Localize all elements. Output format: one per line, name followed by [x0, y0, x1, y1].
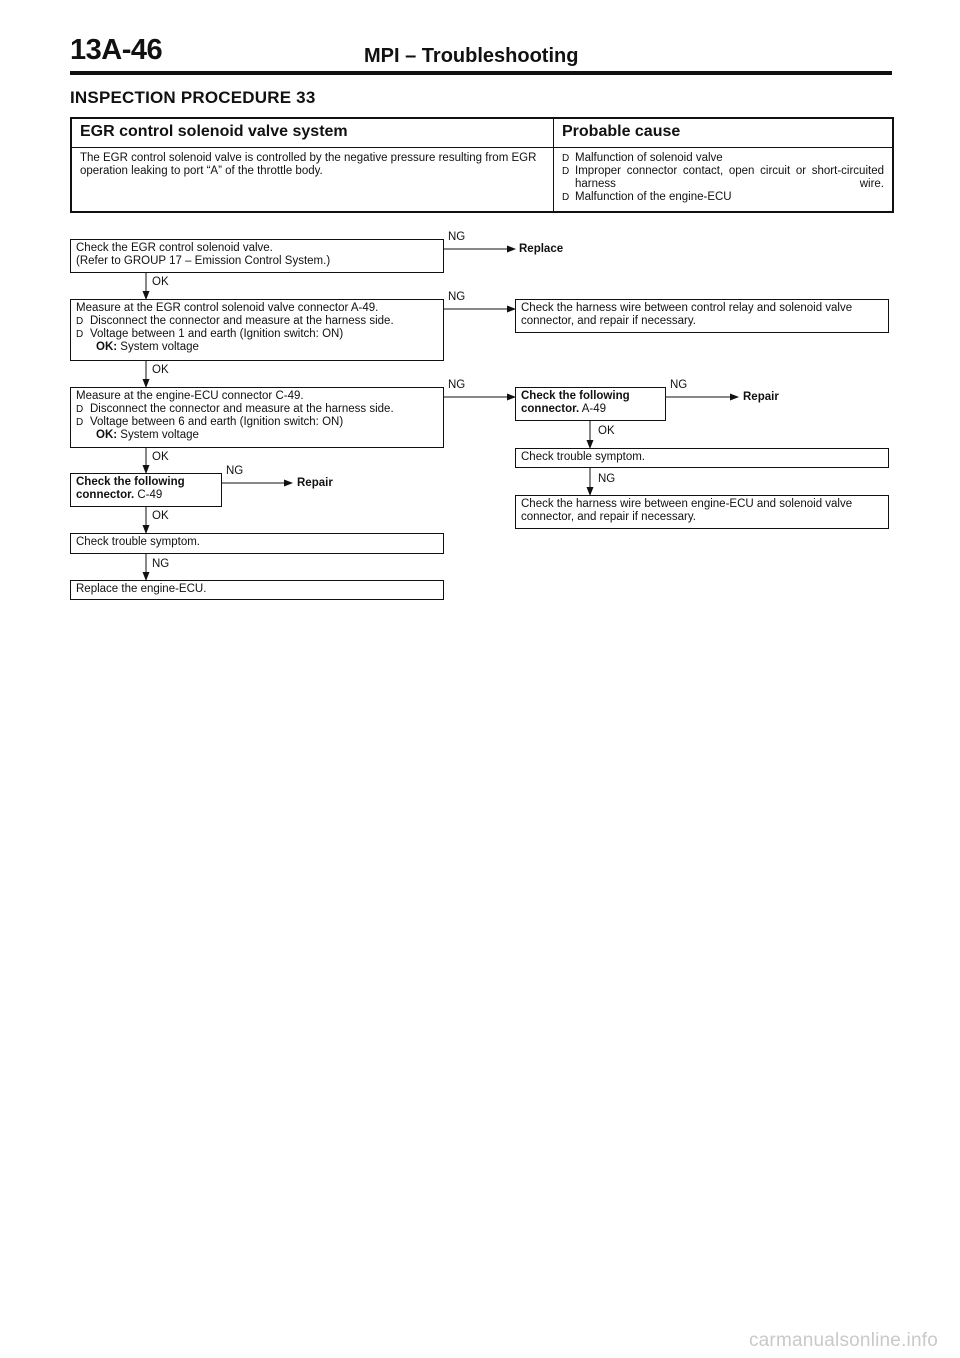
step-check-trouble-symptom-left: Check trouble symptom. — [70, 533, 444, 554]
step-text: connector. A-49 — [521, 403, 607, 415]
cause-item: D Malfunction of solenoid valve — [562, 152, 723, 164]
step-text: Check the following — [76, 476, 185, 488]
procedure-title: INSPECTION PROCEDURE 33 — [70, 88, 316, 107]
result-check-relay-harness: Check the harness wire between control relay and solenoid valve connector, and repair if necessary. — [515, 299, 889, 333]
ng-label: NG — [448, 291, 466, 303]
ok-label: OK — [152, 451, 169, 463]
step-measure-ecu-connector — [70, 387, 444, 448]
step-bullet: D Disconnect the connector and measure at the harness side. — [76, 315, 394, 327]
page-title: MPI – Troubleshooting — [364, 45, 579, 67]
bullet-icon: D — [76, 417, 84, 428]
ok-criteria: OK: System voltage — [96, 429, 199, 441]
bullet-icon: D — [76, 316, 84, 327]
step-bullet: D Voltage between 6 and earth (Ignition switch: ON) — [76, 416, 344, 428]
ok-label: OK — [152, 510, 169, 522]
bullet-icon: D — [562, 166, 570, 177]
bullet-icon: D — [562, 192, 570, 203]
step-bullet: D Disconnect the connector and measure at the harness side. — [76, 403, 394, 415]
step-text: Measure at the engine-ECU connector C-49. — [76, 390, 304, 402]
watermark: carmanualsonline.info — [748, 1330, 938, 1351]
result-check-ecu-harness: Check the harness wire between engine-ECU and solenoid valve connector, and repair if necessary. — [515, 495, 889, 529]
ok-label: OK — [152, 364, 169, 376]
bullet-icon: D — [76, 404, 84, 415]
result-replace-ecu: Replace the engine-ECU. — [70, 580, 444, 600]
bullet-icon: D — [76, 329, 84, 340]
bullet-icon: D — [562, 153, 570, 164]
step-check-connector-c49 — [70, 473, 222, 507]
step-check-trouble-symptom-right: Check trouble symptom. — [515, 448, 889, 468]
step-bullet: D Voltage between 1 and earth (Ignition switch: ON) — [76, 328, 344, 340]
cause-heading: Probable cause — [562, 123, 681, 140]
ok-label: OK — [152, 276, 169, 288]
cause-item: D Improper connector contact, open circuit or short-circuited harness wire. — [562, 165, 884, 190]
result-repair: Repair — [743, 391, 779, 403]
step-text: Measure at the EGR control solenoid valve connector A-49. — [76, 302, 379, 314]
result-replace: Replace — [519, 243, 564, 255]
step-text: Check the following — [521, 390, 630, 402]
ng-label: NG — [152, 558, 170, 570]
step-text: Check the EGR control solenoid valve. — [76, 242, 273, 254]
result-repair: Repair — [297, 477, 333, 489]
ng-label: NG — [448, 231, 466, 243]
page-number: 13A-46 — [70, 34, 163, 66]
ok-label: OK — [598, 425, 615, 437]
ng-label: NG — [448, 379, 466, 391]
step-text: (Refer to GROUP 17 – Emission Control System.) — [76, 255, 331, 267]
ng-label: NG — [226, 465, 244, 477]
step-check-connector-a49 — [515, 387, 666, 421]
step-text: connector. C-49 — [76, 489, 163, 501]
cause-item: D Malfunction of the engine-ECU — [562, 191, 732, 203]
ok-criteria: OK: System voltage — [96, 341, 199, 353]
step-check-solenoid-valve — [70, 239, 444, 273]
system-description: The EGR control solenoid valve is controlled by the negative pressure resulting from EGR operation leaking to port “A” of the throttle body. — [80, 152, 537, 177]
step-measure-solenoid-connector — [70, 299, 444, 361]
ng-label: NG — [670, 379, 688, 391]
system-heading: EGR control solenoid valve system — [80, 123, 348, 140]
ng-label: NG — [598, 473, 616, 485]
